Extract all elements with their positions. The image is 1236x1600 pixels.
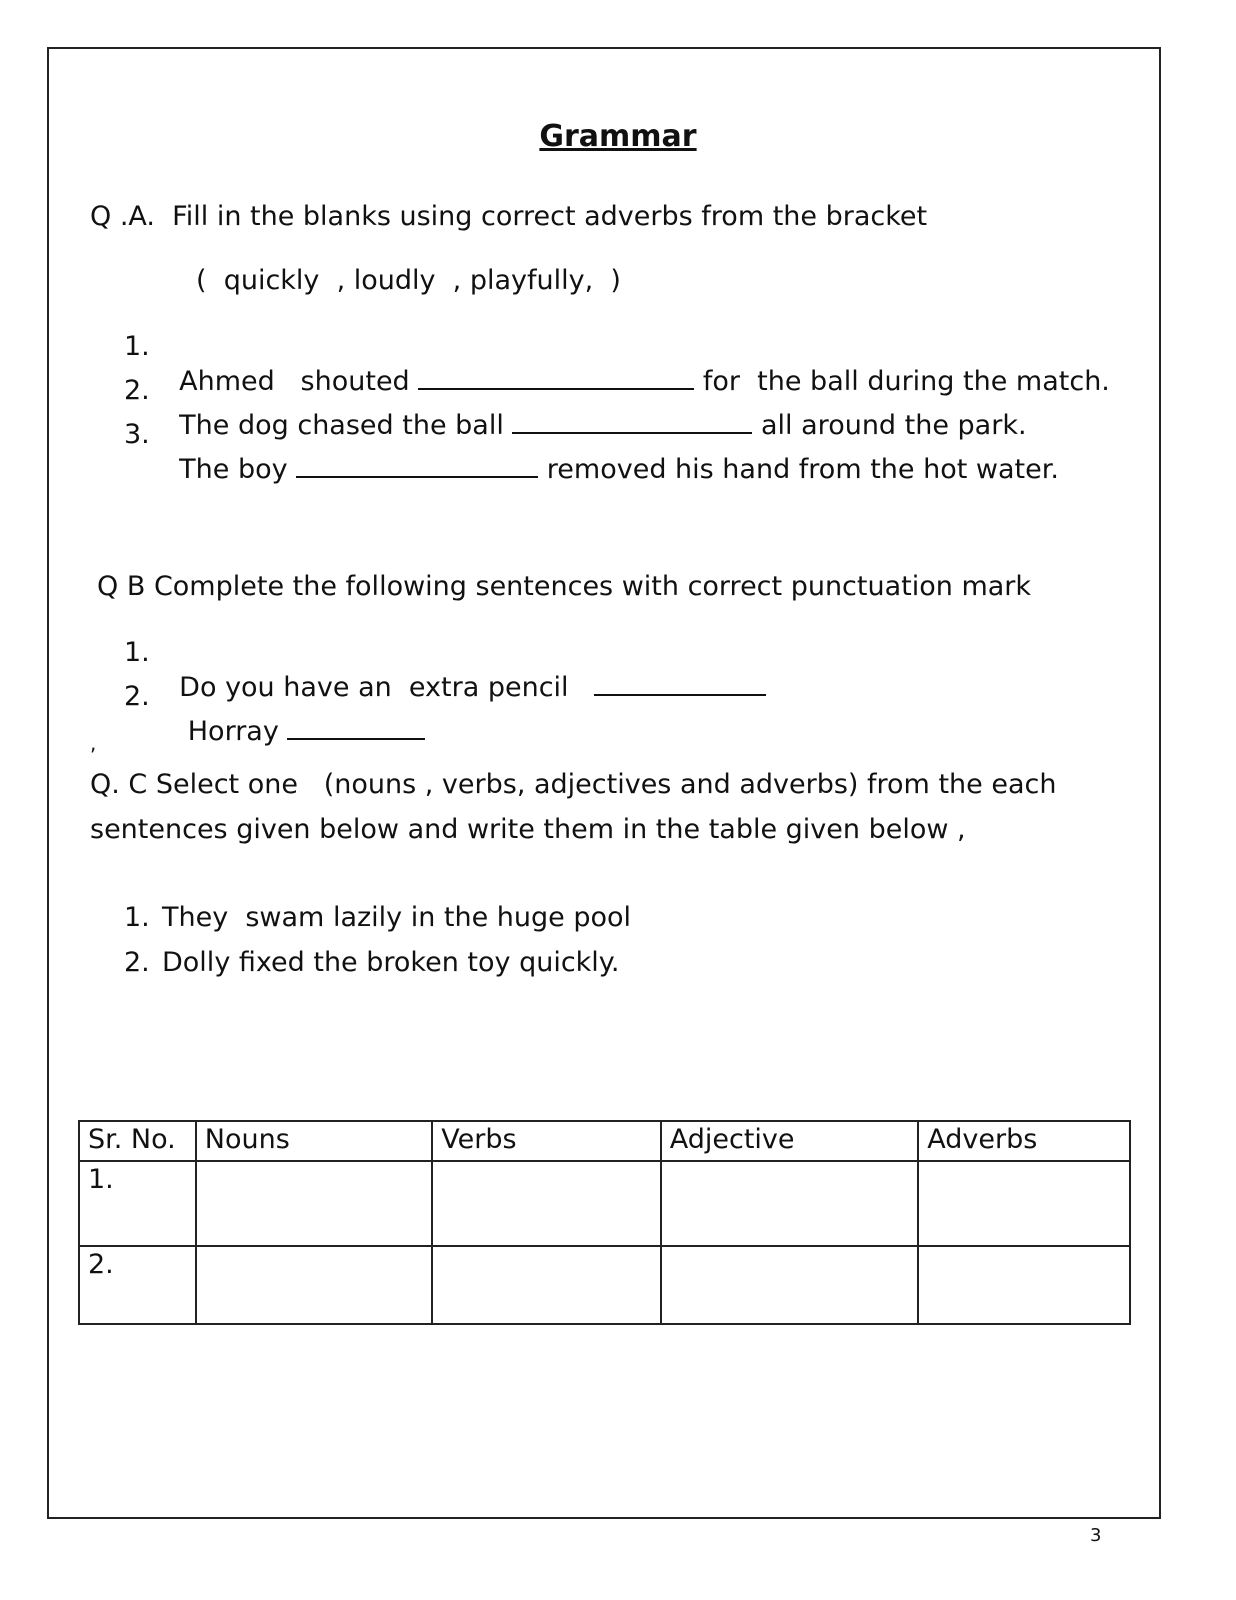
stray-comma-mark: , [90, 731, 97, 755]
question-a-item-1-number: 1. [124, 331, 150, 362]
table-row [79, 1161, 1130, 1246]
question-c-item-1-text: They swam lazily in the huge pool [162, 902, 632, 933]
table-cell-adverbs[interactable] [918, 1246, 1130, 1324]
table-header-row [79, 1121, 1130, 1161]
answer-table [78, 1120, 1131, 1325]
table-cell-nouns[interactable] [196, 1161, 432, 1246]
table-cell-sr-no: 1. [79, 1161, 196, 1246]
table-cell-adjective[interactable] [661, 1161, 919, 1246]
question-b-item-2 [162, 680, 425, 749]
question-a-item-3-text-before: The boy [179, 454, 297, 485]
table-header-verbs: Verbs [432, 1121, 660, 1161]
question-c-item-2-text: Dolly fixed the broken toy quickly. [162, 947, 620, 978]
question-a-item-3 [162, 418, 1059, 487]
question-a-item-3-text-after: removed his hand from the hot water. [538, 454, 1059, 485]
question-a-item-1-text-after: for the ball during the match. [694, 366, 1110, 397]
question-b-item-2-blank[interactable] [287, 714, 425, 740]
table-header-nouns: Nouns [196, 1121, 432, 1161]
question-b-item-2-text: Horray [179, 716, 288, 747]
question-c-item-1-number: 1. [124, 902, 150, 933]
table-cell-sr-no: 2. [79, 1246, 196, 1324]
question-a-item-2-text-before: The dog chased the ball [179, 410, 513, 441]
question-b-item-1-blank[interactable] [594, 670, 766, 696]
question-b-item-1-text: Do you have an extra pencil [179, 672, 595, 703]
table-cell-adjective[interactable] [661, 1246, 919, 1324]
table-header-adverbs: Adverbs [918, 1121, 1130, 1161]
question-a-item-1-text-before: Ahmed shouted [179, 366, 419, 397]
page-number: 3 [1090, 1525, 1102, 1546]
question-c-heading-line-1: Q. C Select one (nouns , verbs, adjectives and adverbs) from the each [90, 769, 1057, 800]
question-b-item-1-number: 1. [124, 637, 150, 668]
table-header-adjective: Adjective [661, 1121, 919, 1161]
question-a-heading: Q .A. Fill in the blanks using correct adverbs from the bracket [90, 201, 928, 232]
question-a-word-bank: ( quickly , loudly , playfully, ) [196, 265, 621, 296]
table-header-sr-no: Sr. No. [79, 1121, 196, 1161]
question-c-item-2-number: 2. [124, 947, 150, 978]
question-b-item-2-number: 2. [124, 681, 150, 712]
question-a-item-2-text-after: all around the park. [752, 410, 1027, 441]
table-cell-verbs[interactable] [432, 1161, 660, 1246]
question-c-heading-line-2: sentences given below and write them in the table given below , [90, 814, 966, 845]
question-b-heading: Q B Complete the following sentences with correct punctuation mark [97, 571, 1032, 602]
table-cell-nouns[interactable] [196, 1246, 432, 1324]
question-a-item-2-number: 2. [124, 375, 150, 406]
table-row [79, 1246, 1130, 1324]
page-title: Grammar [539, 119, 697, 154]
question-a-item-3-number: 3. [124, 419, 150, 450]
table-cell-verbs[interactable] [432, 1246, 660, 1324]
table-cell-adverbs[interactable] [918, 1161, 1130, 1246]
question-a-item-3-blank[interactable] [296, 452, 538, 478]
